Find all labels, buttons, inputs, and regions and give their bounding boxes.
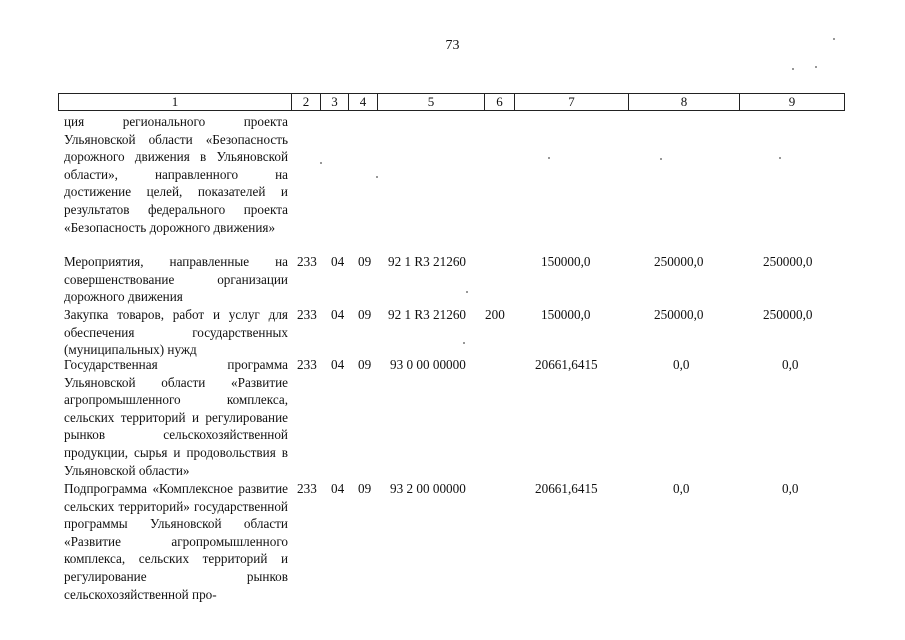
scan-speck [779,157,781,159]
scan-speck [792,68,794,70]
cell-admin-code: 233 [297,357,317,372]
cell-section: 04 [331,357,345,372]
cell-section: 04 [331,481,345,496]
cell-target-article: 92 1 R3 21260 [388,307,467,322]
table-row-description: ция регионального проекта Ульяновской области «Безопасность дорожного движения в Ульяновской области», направленного на достижение целей, показателей и результатов федерального проекта «Безопасность дорожного движения» [64,114,288,235]
cell-target-article: 92 1 R3 21260 [388,254,467,269]
table-row-description: Мероприятия, направленные на совершенствование организации дорожного движения [64,254,288,305]
header-col-6: 6 [484,94,514,110]
header-col-2: 2 [291,94,320,110]
cell-amount-col7: 150000,0 [541,307,591,322]
cell-subsection: 09 [358,307,372,322]
header-col-7: 7 [514,94,628,110]
table-row-description: Закупка товаров, работ и услуг для обеспечения государственных (муниципальных) нужд [64,307,288,358]
cell-target-article: 93 0 00 00000 [390,357,466,372]
cell-amount-col9: 250000,0 [763,254,813,269]
cell-admin-code: 233 [297,254,317,269]
header-col-9: 9 [739,94,844,110]
scan-speck [466,291,468,293]
scan-speck [833,38,835,40]
cell-target-article: 93 2 00 00000 [390,481,466,496]
cell-amount-col9: 250000,0 [763,307,813,322]
header-col-5: 5 [377,94,484,110]
cell-amount-col8: 0,0 [673,357,690,372]
scan-speck [320,162,322,164]
scan-speck [376,176,378,178]
cell-section: 04 [331,254,345,269]
cell-expense-type: 200 [485,307,505,322]
page-number: 73 [445,38,460,53]
cell-section: 04 [331,307,345,322]
cell-amount-col8: 250000,0 [654,254,704,269]
cell-amount-col8: 0,0 [673,481,690,496]
table-row-description: Государственная программа Ульяновской области «Развитие агропромышленного комплекса, сельских территорий и регулирование рынков сельскохозяйственной продукции, сырья и продовольствия в Ульяновской области» [64,357,288,478]
cell-amount-col9: 0,0 [782,357,799,372]
cell-admin-code: 233 [297,481,317,496]
scan-speck [815,66,817,68]
cell-amount-col8: 250000,0 [654,307,704,322]
header-col-3: 3 [320,94,348,110]
cell-amount-col7: 20661,6415 [535,357,598,372]
table-header [58,93,845,111]
scan-speck [463,342,465,344]
header-col-1: 1 [171,94,179,109]
cell-amount-col9: 0,0 [782,481,799,496]
cell-subsection: 09 [358,357,372,372]
cell-subsection: 09 [358,481,372,496]
scan-speck [548,157,550,159]
cell-subsection: 09 [358,254,372,269]
table-row-description: Подпрограмма «Комплексное развитие сельских территорий» государственной программы Ульяновской области «Развитие агропромышленного комплекса, сельских территорий и регулирование рынков сельскохозяйственной про- [64,481,288,602]
cell-amount-col7: 150000,0 [541,254,591,269]
cell-admin-code: 233 [297,307,317,322]
header-col-8: 8 [628,94,739,110]
scan-speck [660,158,662,160]
cell-amount-col7: 20661,6415 [535,481,598,496]
header-col-4: 4 [348,94,377,110]
